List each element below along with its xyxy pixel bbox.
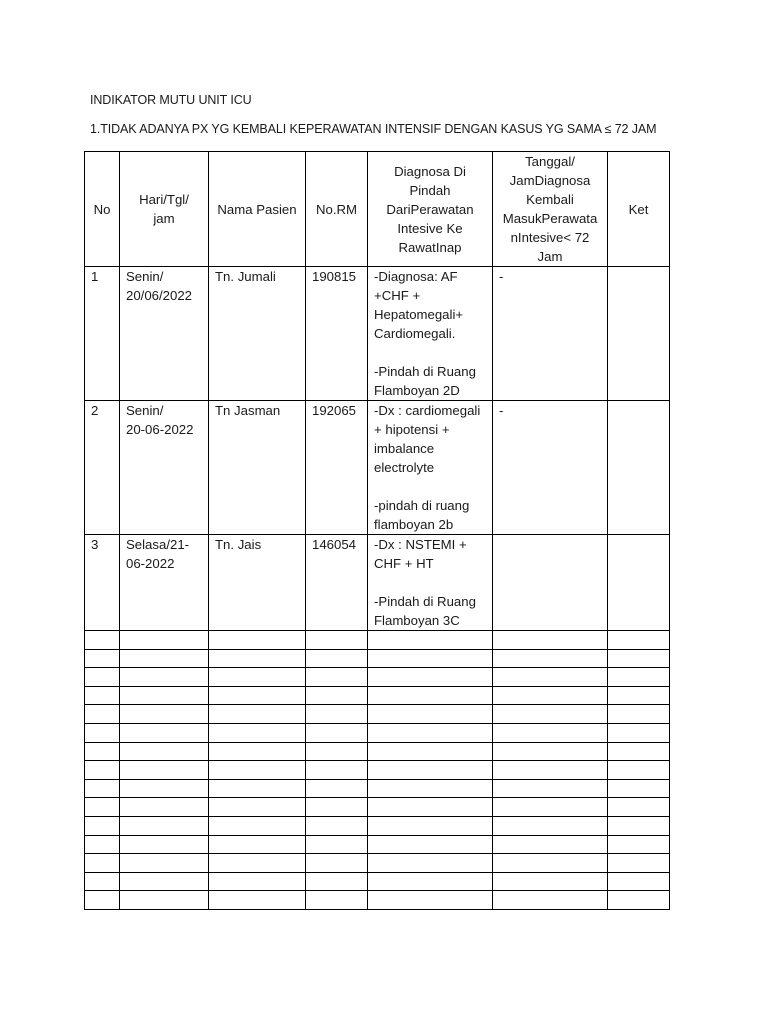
empty-cell — [85, 872, 120, 891]
header-diagnosis: Diagnosa Di Pindah DariPerawatan Intesive Ke RawatInap — [368, 152, 493, 267]
empty-table-row — [85, 779, 670, 798]
cell-date: Selasa/21- 06-2022 — [120, 535, 209, 631]
empty-cell — [85, 742, 120, 761]
empty-cell — [306, 891, 368, 910]
empty-cell — [85, 668, 120, 687]
cell-medical-record: 146054 — [306, 535, 368, 631]
indicator-heading: 1.TIDAK ADANYA PX YG KEMBALI KEPERAWATAN INTENSIF DENGAN KASUS YG SAMA ≤ 72 JAM — [90, 122, 657, 136]
empty-cell — [493, 854, 608, 873]
empty-cell — [85, 835, 120, 854]
empty-cell — [608, 686, 670, 705]
empty-cell — [209, 891, 306, 910]
empty-cell — [368, 649, 493, 668]
empty-cell — [368, 872, 493, 891]
empty-cell — [306, 798, 368, 817]
empty-cell — [368, 723, 493, 742]
empty-cell — [493, 891, 608, 910]
cell-date: Senin/ 20/06/2022 — [120, 267, 209, 401]
empty-table-row — [85, 668, 670, 687]
empty-cell — [493, 816, 608, 835]
empty-cell — [120, 872, 209, 891]
empty-cell — [306, 649, 368, 668]
cell-patient-name: Tn. Jais — [209, 535, 306, 631]
empty-cell — [120, 779, 209, 798]
empty-cell — [368, 816, 493, 835]
empty-cell — [209, 854, 306, 873]
empty-cell — [608, 872, 670, 891]
cell-diagnosis: -Dx : NSTEMI + CHF + HT -Pindah di Ruang Flamboyan 3C — [368, 535, 493, 631]
empty-cell — [306, 668, 368, 687]
empty-table-row — [85, 854, 670, 873]
empty-cell — [608, 705, 670, 724]
empty-cell — [368, 631, 493, 650]
empty-table-row — [85, 798, 670, 817]
header-medical-record: No.RM — [306, 152, 368, 267]
empty-cell — [120, 723, 209, 742]
cell-diagnosis: -Diagnosa: AF +CHF + Hepatomegali+ Cardiomegali. -Pindah di Ruang Flamboyan 2D — [368, 267, 493, 401]
empty-table-row — [85, 686, 670, 705]
cell-medical-record: 192065 — [306, 401, 368, 535]
empty-cell — [306, 816, 368, 835]
empty-cell — [209, 761, 306, 780]
empty-cell — [85, 705, 120, 724]
empty-table-row — [85, 761, 670, 780]
cell-date: Senin/ 20-06-2022 — [120, 401, 209, 535]
empty-cell — [120, 891, 209, 910]
empty-table-row — [85, 742, 670, 761]
empty-cell — [368, 742, 493, 761]
table-header-row — [85, 152, 670, 267]
empty-cell — [209, 705, 306, 724]
empty-table-row — [85, 872, 670, 891]
empty-cell — [209, 631, 306, 650]
empty-cell — [368, 835, 493, 854]
empty-table-row — [85, 891, 670, 910]
empty-cell — [209, 816, 306, 835]
empty-cell — [120, 631, 209, 650]
cell-notes — [608, 267, 670, 401]
empty-cell — [368, 798, 493, 817]
empty-cell — [493, 835, 608, 854]
header-notes: Ket — [608, 152, 670, 267]
empty-cell — [306, 761, 368, 780]
empty-cell — [493, 872, 608, 891]
empty-cell — [493, 705, 608, 724]
empty-cell — [493, 631, 608, 650]
empty-cell — [493, 798, 608, 817]
empty-cell — [120, 668, 209, 687]
empty-table-row — [85, 649, 670, 668]
empty-cell — [306, 854, 368, 873]
empty-cell — [493, 668, 608, 687]
empty-cell — [608, 798, 670, 817]
empty-cell — [209, 835, 306, 854]
table-row — [85, 535, 670, 631]
empty-cell — [608, 779, 670, 798]
header-patient-name: Nama Pasien — [209, 152, 306, 267]
cell-return-date — [493, 535, 608, 631]
indicator-table — [84, 151, 670, 910]
empty-cell — [608, 631, 670, 650]
empty-cell — [85, 686, 120, 705]
cell-diagnosis: -Dx : cardiomegali + hipotensi + imbalance electrolyte -pindah di ruang flamboyan 2b — [368, 401, 493, 535]
empty-cell — [120, 835, 209, 854]
empty-cell — [306, 872, 368, 891]
empty-cell — [120, 686, 209, 705]
empty-cell — [368, 686, 493, 705]
empty-cell — [306, 686, 368, 705]
empty-table-row — [85, 835, 670, 854]
empty-cell — [493, 649, 608, 668]
cell-patient-name: Tn Jasman — [209, 401, 306, 535]
empty-cell — [306, 779, 368, 798]
cell-return-date: - — [493, 401, 608, 535]
cell-no: 2 — [85, 401, 120, 535]
empty-cell — [85, 779, 120, 798]
cell-no: 3 — [85, 535, 120, 631]
empty-cell — [608, 835, 670, 854]
empty-cell — [608, 649, 670, 668]
empty-table-row — [85, 705, 670, 724]
empty-cell — [368, 779, 493, 798]
empty-cell — [85, 761, 120, 780]
empty-cell — [608, 761, 670, 780]
empty-cell — [85, 854, 120, 873]
empty-cell — [306, 742, 368, 761]
empty-cell — [120, 854, 209, 873]
empty-cell — [120, 761, 209, 780]
empty-cell — [120, 816, 209, 835]
empty-cell — [209, 872, 306, 891]
empty-cell — [85, 891, 120, 910]
empty-cell — [85, 631, 120, 650]
empty-cell — [209, 798, 306, 817]
empty-cell — [209, 668, 306, 687]
cell-patient-name: Tn. Jumali — [209, 267, 306, 401]
empty-cell — [209, 742, 306, 761]
empty-cell — [608, 723, 670, 742]
empty-cell — [608, 742, 670, 761]
cell-return-date: - — [493, 267, 608, 401]
empty-cell — [493, 761, 608, 780]
empty-table-row — [85, 631, 670, 650]
header-date: Hari/Tgl/ jam — [120, 152, 209, 267]
empty-cell — [368, 705, 493, 724]
empty-cell — [608, 854, 670, 873]
empty-cell — [85, 798, 120, 817]
cell-notes — [608, 401, 670, 535]
empty-cell — [608, 891, 670, 910]
empty-cell — [306, 835, 368, 854]
empty-cell — [368, 668, 493, 687]
empty-cell — [120, 798, 209, 817]
empty-cell — [85, 723, 120, 742]
cell-notes — [608, 535, 670, 631]
empty-cell — [120, 705, 209, 724]
empty-cell — [493, 742, 608, 761]
empty-cell — [608, 816, 670, 835]
empty-table-row — [85, 723, 670, 742]
header-return-date: Tanggal/ JamDiagnosa Kembali MasukPerawata nIntesive< 72 Jam — [493, 152, 608, 267]
empty-table-row — [85, 816, 670, 835]
empty-cell — [209, 779, 306, 798]
header-no: No — [85, 152, 120, 267]
empty-cell — [368, 854, 493, 873]
empty-cell — [306, 723, 368, 742]
empty-cell — [85, 649, 120, 668]
empty-cell — [306, 631, 368, 650]
empty-cell — [209, 686, 306, 705]
empty-cell — [120, 649, 209, 668]
table-row — [85, 267, 670, 401]
empty-cell — [368, 891, 493, 910]
empty-cell — [493, 723, 608, 742]
page-title: INDIKATOR MUTU UNIT ICU — [90, 93, 252, 107]
table-row — [85, 401, 670, 535]
empty-cell — [120, 742, 209, 761]
cell-medical-record: 190815 — [306, 267, 368, 401]
empty-cell — [209, 649, 306, 668]
cell-no: 1 — [85, 267, 120, 401]
empty-cell — [306, 705, 368, 724]
empty-cell — [209, 723, 306, 742]
empty-cell — [493, 779, 608, 798]
empty-cell — [85, 816, 120, 835]
empty-cell — [608, 668, 670, 687]
empty-cell — [493, 686, 608, 705]
empty-cell — [368, 761, 493, 780]
